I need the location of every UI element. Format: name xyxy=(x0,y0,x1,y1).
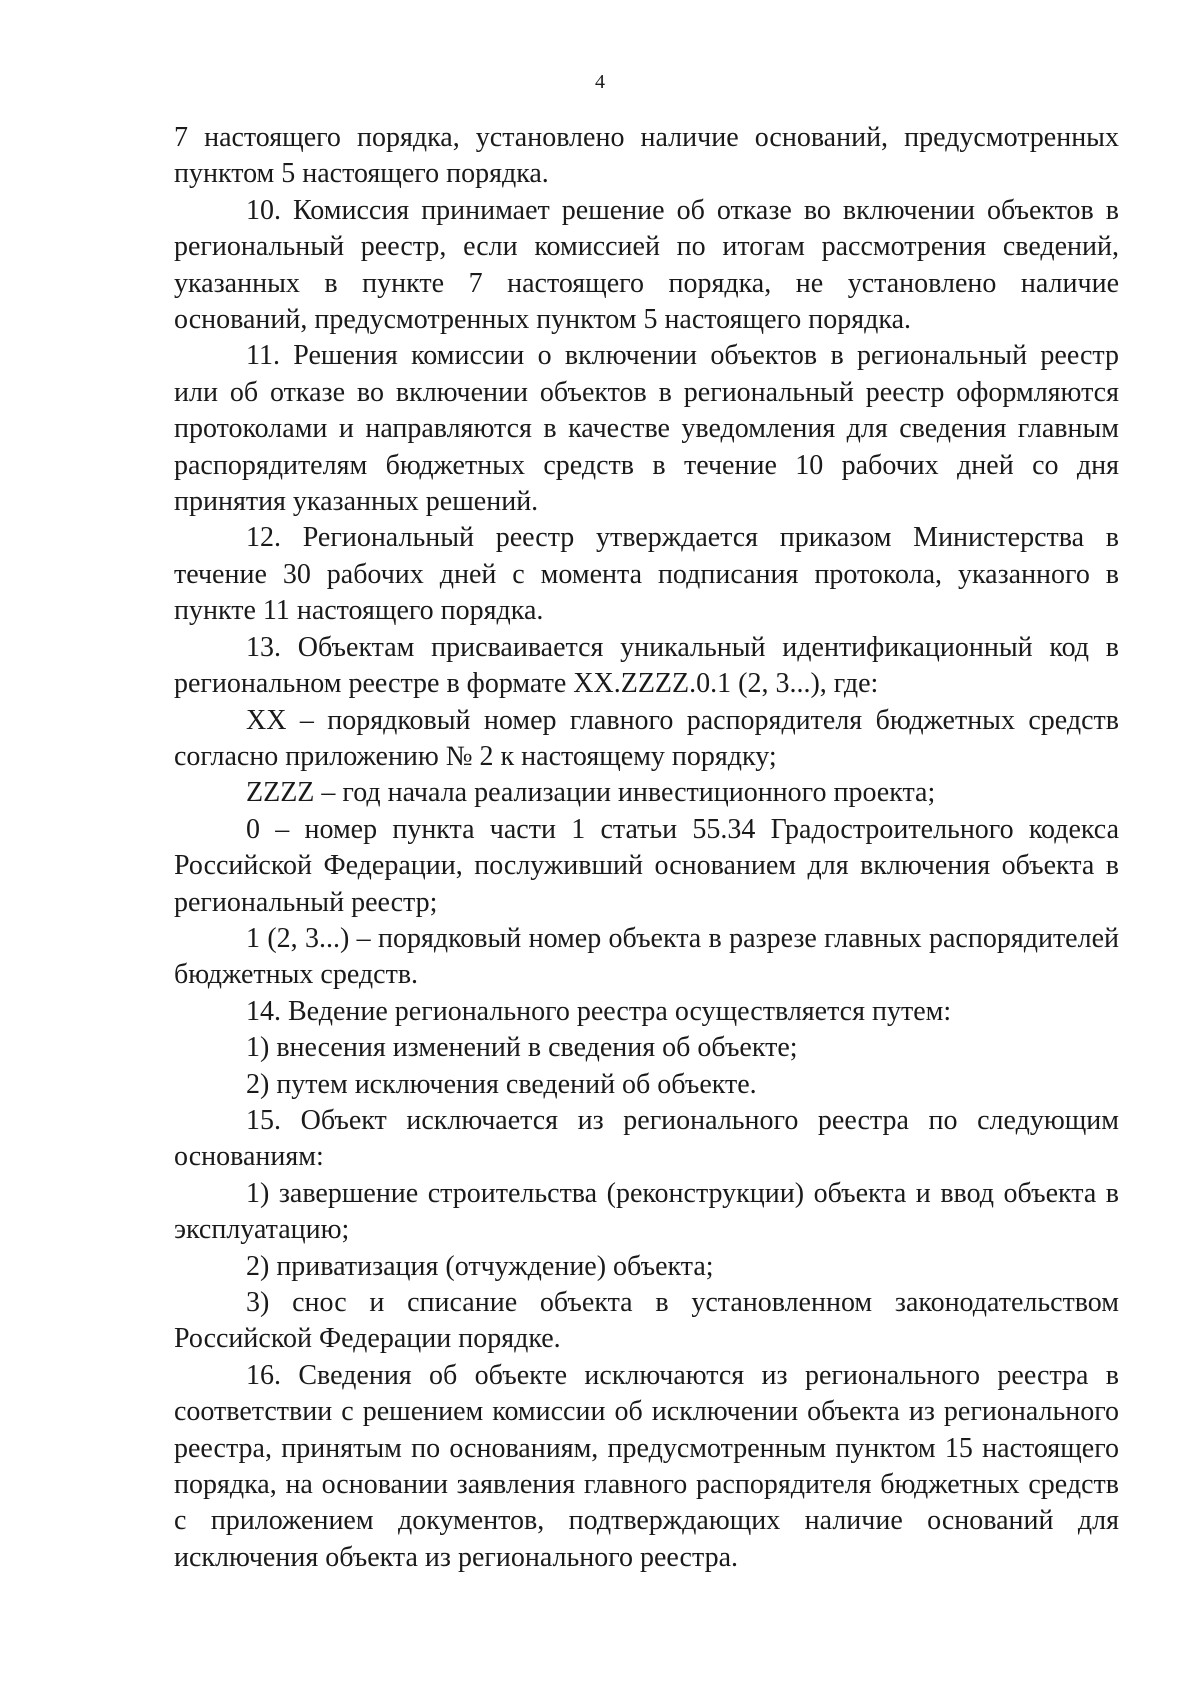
paragraph-code-0: 0 – номер пункта части 1 статьи 55.34 Градостроительного кодекса Российской Федерации, послуживший основанием для включения объекта в региональный реестр; xyxy=(174,813,1119,918)
paragraph-code-xx: XX – порядковый номер главного распорядителя бюджетных средств согласно приложению № 2 к настоящему порядку; xyxy=(174,704,1119,772)
paragraph-item-14: 14. Ведение регионального реестра осуществляется путем: xyxy=(246,995,952,1027)
paragraph-item-15: 15. Объект исключается из регионального реестра по следующим основаниям: xyxy=(174,1104,1119,1173)
paragraph-item-11: 11. Решения комиссии о включении объектов в региональный реестр или об отказе во включении объектов в региональный реестр оформляются протоколами и направляются в качестве уведомления для сведения главным распорядителям бюджетных средств в течение 10 рабочих дней со дня принятия указанных решений. xyxy=(174,340,1119,518)
paragraph-item-13: 13. Объектам присваивается уникальный идентификационный код в региональном реестре в формате XX.ZZZZ.0.1 (2, 3...), где: xyxy=(174,631,1119,700)
paragraph-item-15-3: 3) снос и списание объекта в установленном законодательством Российской Федерации порядке. xyxy=(174,1287,1119,1355)
paragraph-item-10: 10. Комиссия принимает решение об отказе во включении объектов в региональный реестр, если комиссией по итогам рассмотрения сведений, указанных в пункте 7 настоящего порядка, не установлено наличие оснований, предусмотренных пунктом 5 настоящего порядка. xyxy=(174,194,1119,336)
document-body xyxy=(174,120,1119,1576)
paragraph-item-16: 16. Сведения об объекте исключаются из регионального реестра в соответствии с решением комиссии об исключении объекта из регионального реестра, принятым по основаниям, предусмотренным пунктом 15 настоящего порядка, на основании заявления главного распорядителя бюджетных средств с приложением документов, подтверждающих наличие оснований для исключения объекта из регионального реестра. xyxy=(174,1359,1119,1573)
paragraph-code-zzzz: ZZZZ – год начала реализации инвестиционного проекта; xyxy=(246,777,936,809)
paragraph-item-12: 12. Региональный реестр утверждается приказом Министерства в течение 30 рабочих дней с момента подписания протокола, указанного в пункте 11 настоящего порядка. xyxy=(174,522,1119,627)
paragraph-item-14-1: 1) внесения изменений в сведения об объекте; xyxy=(246,1032,798,1064)
paragraph-item-15-2: 2) приватизация (отчуждение) объекта; xyxy=(246,1250,714,1282)
paragraph-code-1: 1 (2, 3...) – порядковый номер объекта в разрезе главных распорядителей бюджетных средств. xyxy=(174,922,1119,991)
paragraph-item-15-1: 1) завершение строительства (реконструкции) объекта и ввод объекта в эксплуатацию; xyxy=(174,1177,1119,1246)
paragraph-continuation: 7 настоящего порядка, установлено наличие оснований, предусмотренных пунктом 5 настоящего порядка. xyxy=(174,122,1119,190)
paragraph-item-14-2: 2) путем исключения сведений об объекте. xyxy=(246,1068,757,1100)
page-number: 4 xyxy=(595,71,605,93)
